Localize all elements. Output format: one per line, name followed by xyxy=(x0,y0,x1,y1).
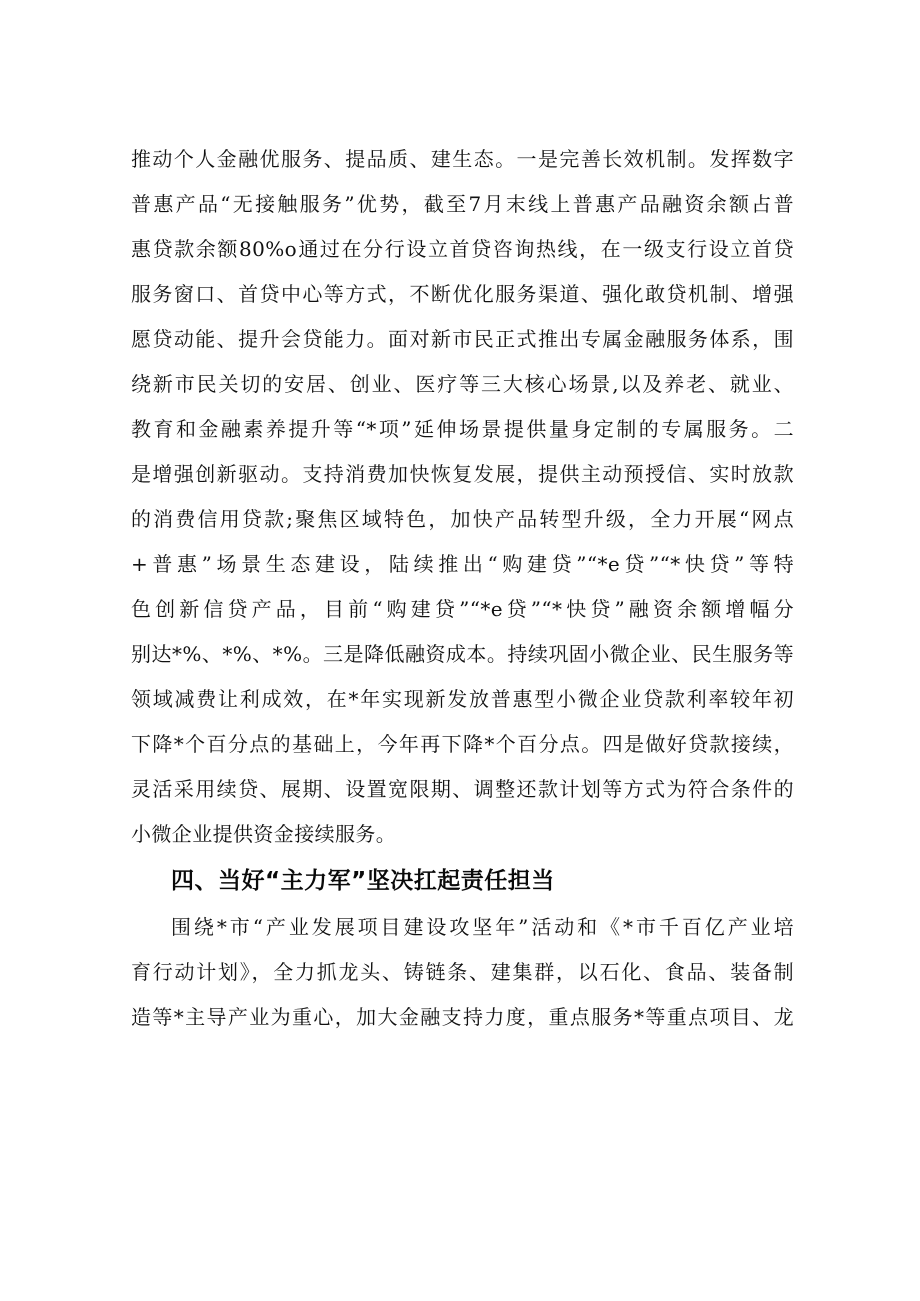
paragraph-line: 领域减费让利成效，在*年实现新发放普惠型小微企业贷款利率较年初 xyxy=(131,687,794,711)
paragraph-line: 服务窗口、首贷中心等方式，不断优化服务渠道、强化敢贷机制、增强 xyxy=(131,282,794,306)
paragraph-line: 下降*个百分点的基础上，今年再下降*个百分点。四是做好贷款接续， xyxy=(131,732,794,756)
paragraph-line: 愿贷动能、提升会贷能力。面对新市民正式推出专属金融服务体系，围 xyxy=(131,327,794,351)
paragraph-line: 色创新信贷产品，目前“购建贷”“*e贷”“*快贷”融资余额增幅分 xyxy=(131,597,794,621)
paragraph-line: 造等*主导产业为重心，加大金融支持力度，重点服务*等重点项目、龙 xyxy=(131,1005,794,1029)
paragraph-line: 育行动计划》，全力抓龙头、铸链条、建集群，以石化、食品、装备制 xyxy=(131,960,794,984)
paragraph-line: +普惠”场景生态建设，陆续推出“购建贷”“*e贷”“*快贷”等特 xyxy=(131,552,794,576)
paragraph-line: 惠贷款余额80%o通过在分行设立首贷咨询热线，在一级支行设立首贷 xyxy=(131,237,794,261)
paragraph-line: 围绕*市“产业发展项目建设攻坚年”活动和《*市千百亿产业培 xyxy=(171,915,794,939)
paragraph-line: 的消费信用贷款;聚焦区域特色，加快产品转型升级，全力开展“网点 xyxy=(131,507,794,531)
paragraph-line: 小微企业提供资金接续服务。 xyxy=(131,822,397,846)
paragraph-line: 教育和金融素养提升等“*项”延伸场景提供量身定制的专属服务。二 xyxy=(131,417,794,441)
section-heading: 四、当好“主力军”坚决扛起责任担当 xyxy=(171,868,555,894)
paragraph-line: 绕新市民关切的安居、创业、医疗等三大核心场景,以及养老、就业、 xyxy=(131,372,794,396)
paragraph-line: 别达*%、*%、*%。三是降低融资成本。持续巩固小微企业、民生服务等 xyxy=(131,642,794,666)
paragraph-line: 普惠产品“无接触服务”优势，截至7月末线上普惠产品融资余额占普 xyxy=(131,192,794,216)
paragraph-line: 推动个人金融优服务、提品质、建生态。一是完善长效机制。发挥数字 xyxy=(131,147,794,171)
paragraph-line: 灵活采用续贷、展期、设置宽限期、调整还款计划等方式为符合条件的 xyxy=(131,777,794,801)
paragraph-line: 是增强创新驱动。支持消费加快恢复发展，提供主动预授信、实时放款 xyxy=(131,462,794,486)
